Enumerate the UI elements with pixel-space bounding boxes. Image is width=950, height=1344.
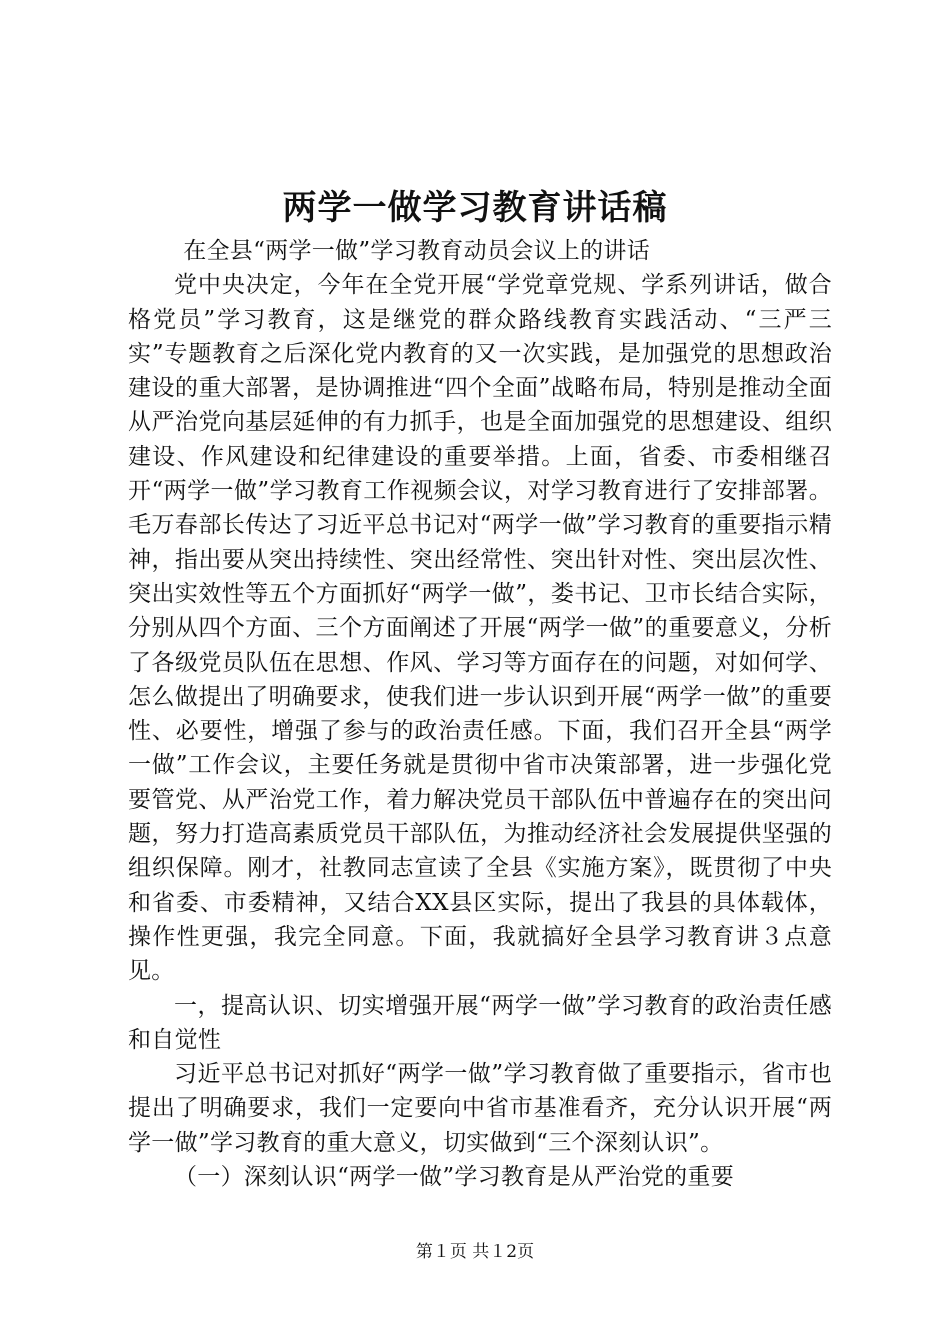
- page-number-footer: 第１页 共１2页: [415, 1242, 535, 1262]
- speech-subtitle: 在全县“两学一做”学习教育动员会议上的讲话: [183, 238, 651, 264]
- subsection-heading-1: （一）深刻认识“两学一做”学习教育是从严治党的重要: [174, 1164, 735, 1191]
- document-body: [128, 234, 832, 1194]
- paragraph-intro: 党中央决定，今年在全党开展“学党章党规、学系列讲话，做合格党员”学习教育，这是继党的群众路线教育实践活动、“三严三实”专题教育之后深化党内教育的又一次实践，是加强党的思想政治建设的重大部署，是协调推进“四个全面”战略布局，特别是推动全面从严治党向基层延伸的有力抓手，也是全面加强党的思想建设、组织建设、作风建设和纪律建设的重要举措。上面，省委、市委相继召开“两学一做”学习教育工作视频会议，对学习教育进行了安排部署。毛万春部长传达了习近平总书记对“两学一做”学习教育的重要指示精神，指出要从突出持续性、突出经常性、突出针对性、突出层次性、突出实效性等五个方面抓好“两学一做”，娄书记、卫市长结合实际，分别从四个方面、三个方面阐述了开展“两学一做”的重要意义，分析了各级党员队伍在思想、作风、学习等方面存在的问题，对如何学、怎么做提出了明确要求，使我们进一步认识到开展“两学一做”的重要性、必要性，增强了参与的政治责任感。下面，我们召开全县“两学一做”工作会议，主要任务就是贯彻中省市决策部署，进一步强化党要管党、从严治党工作，着力解决党员干部队伍中普遍存在的突出问题，努力打造高素质党员干部队伍，为推动经济社会发展提供坚强的组织保障。刚才，社教同志宣读了全县《实施方案》，既贯彻了中央和省委、市委精神，又结合XX县区实际，提出了我县的具体载体，操作性更强，我完全同意。下面，我就搞好全县学习教育讲３点意见。: [128, 272, 832, 985]
- document-title: 两学一做学习教育讲话稿: [282, 188, 668, 228]
- section-heading-1: 一，提高认识、切实增强开展“两学一做”学习教育的政治责任感和自觉性: [128, 992, 832, 1053]
- paragraph-section-1: 习近平总书记对抓好“两学一做”学习教育做了重要指示，省市也提出了明确要求，我们一定要向中省市基准看齐，充分认识开展“两学一做”学习教育的重大意义，切实做到“三个深刻认识”。: [128, 1061, 832, 1156]
